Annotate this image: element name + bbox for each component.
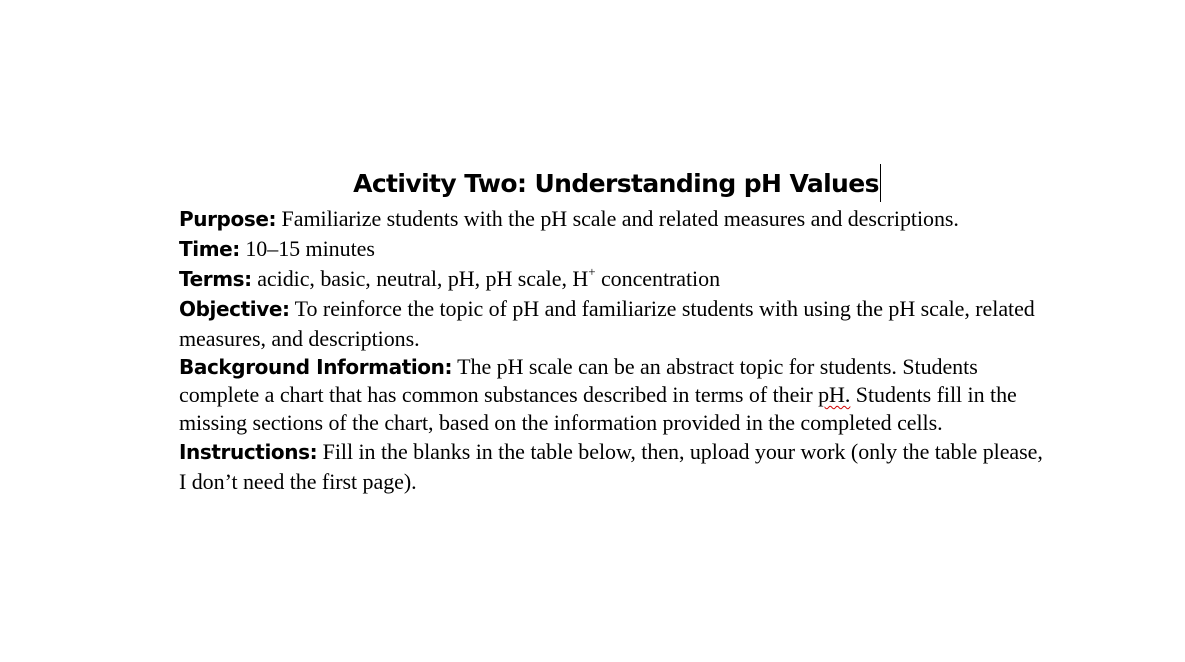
terms-superscript: + [588,263,596,279]
document-page[interactable] [179,166,1049,496]
background-text: The pH scale can be an abstract topic for students. Students complete a chart that has common substances described in terms of their [179,354,978,407]
instructions-paragraph[interactable] [179,437,1049,496]
text-cursor [880,164,881,202]
instructions-label: Instructions: [179,440,318,464]
instructions-text: Fill in the blanks in the table below, then, upload your work (only the table please, I don’t need the first page). [179,439,1043,494]
document-title[interactable] [179,166,1049,204]
objective-label: Objective: [179,297,290,321]
background-text-end: Students fill in the missing sections of the chart, based on the information provided in the completed cells. [179,382,1017,435]
terms-text: acidic, basic, neutral, pH, pH scale, H [251,266,589,291]
purpose-label: Purpose: [179,207,277,231]
background-label: Background Information: [179,355,453,379]
time-label: Time: [179,237,240,261]
terms-paragraph[interactable] [179,264,1049,294]
title-text: Activity Two: Understanding pH Values [353,169,879,198]
terms-text-end: concentration [595,266,721,291]
purpose-text: Familiarize students with the pH scale and related measures and descriptions. [276,206,959,231]
time-text: 10–15 minutes [239,236,375,261]
spellcheck-flagged-word[interactable]: pH. [818,382,851,407]
objective-paragraph[interactable] [179,294,1049,353]
background-paragraph[interactable] [179,353,1049,437]
objective-text: To reinforce the topic of pH and familiarize students with using the pH scale, related measures, and descriptions. [179,296,1035,351]
purpose-paragraph[interactable] [179,204,1049,234]
terms-label: Terms: [179,267,252,291]
time-paragraph[interactable] [179,234,1049,264]
